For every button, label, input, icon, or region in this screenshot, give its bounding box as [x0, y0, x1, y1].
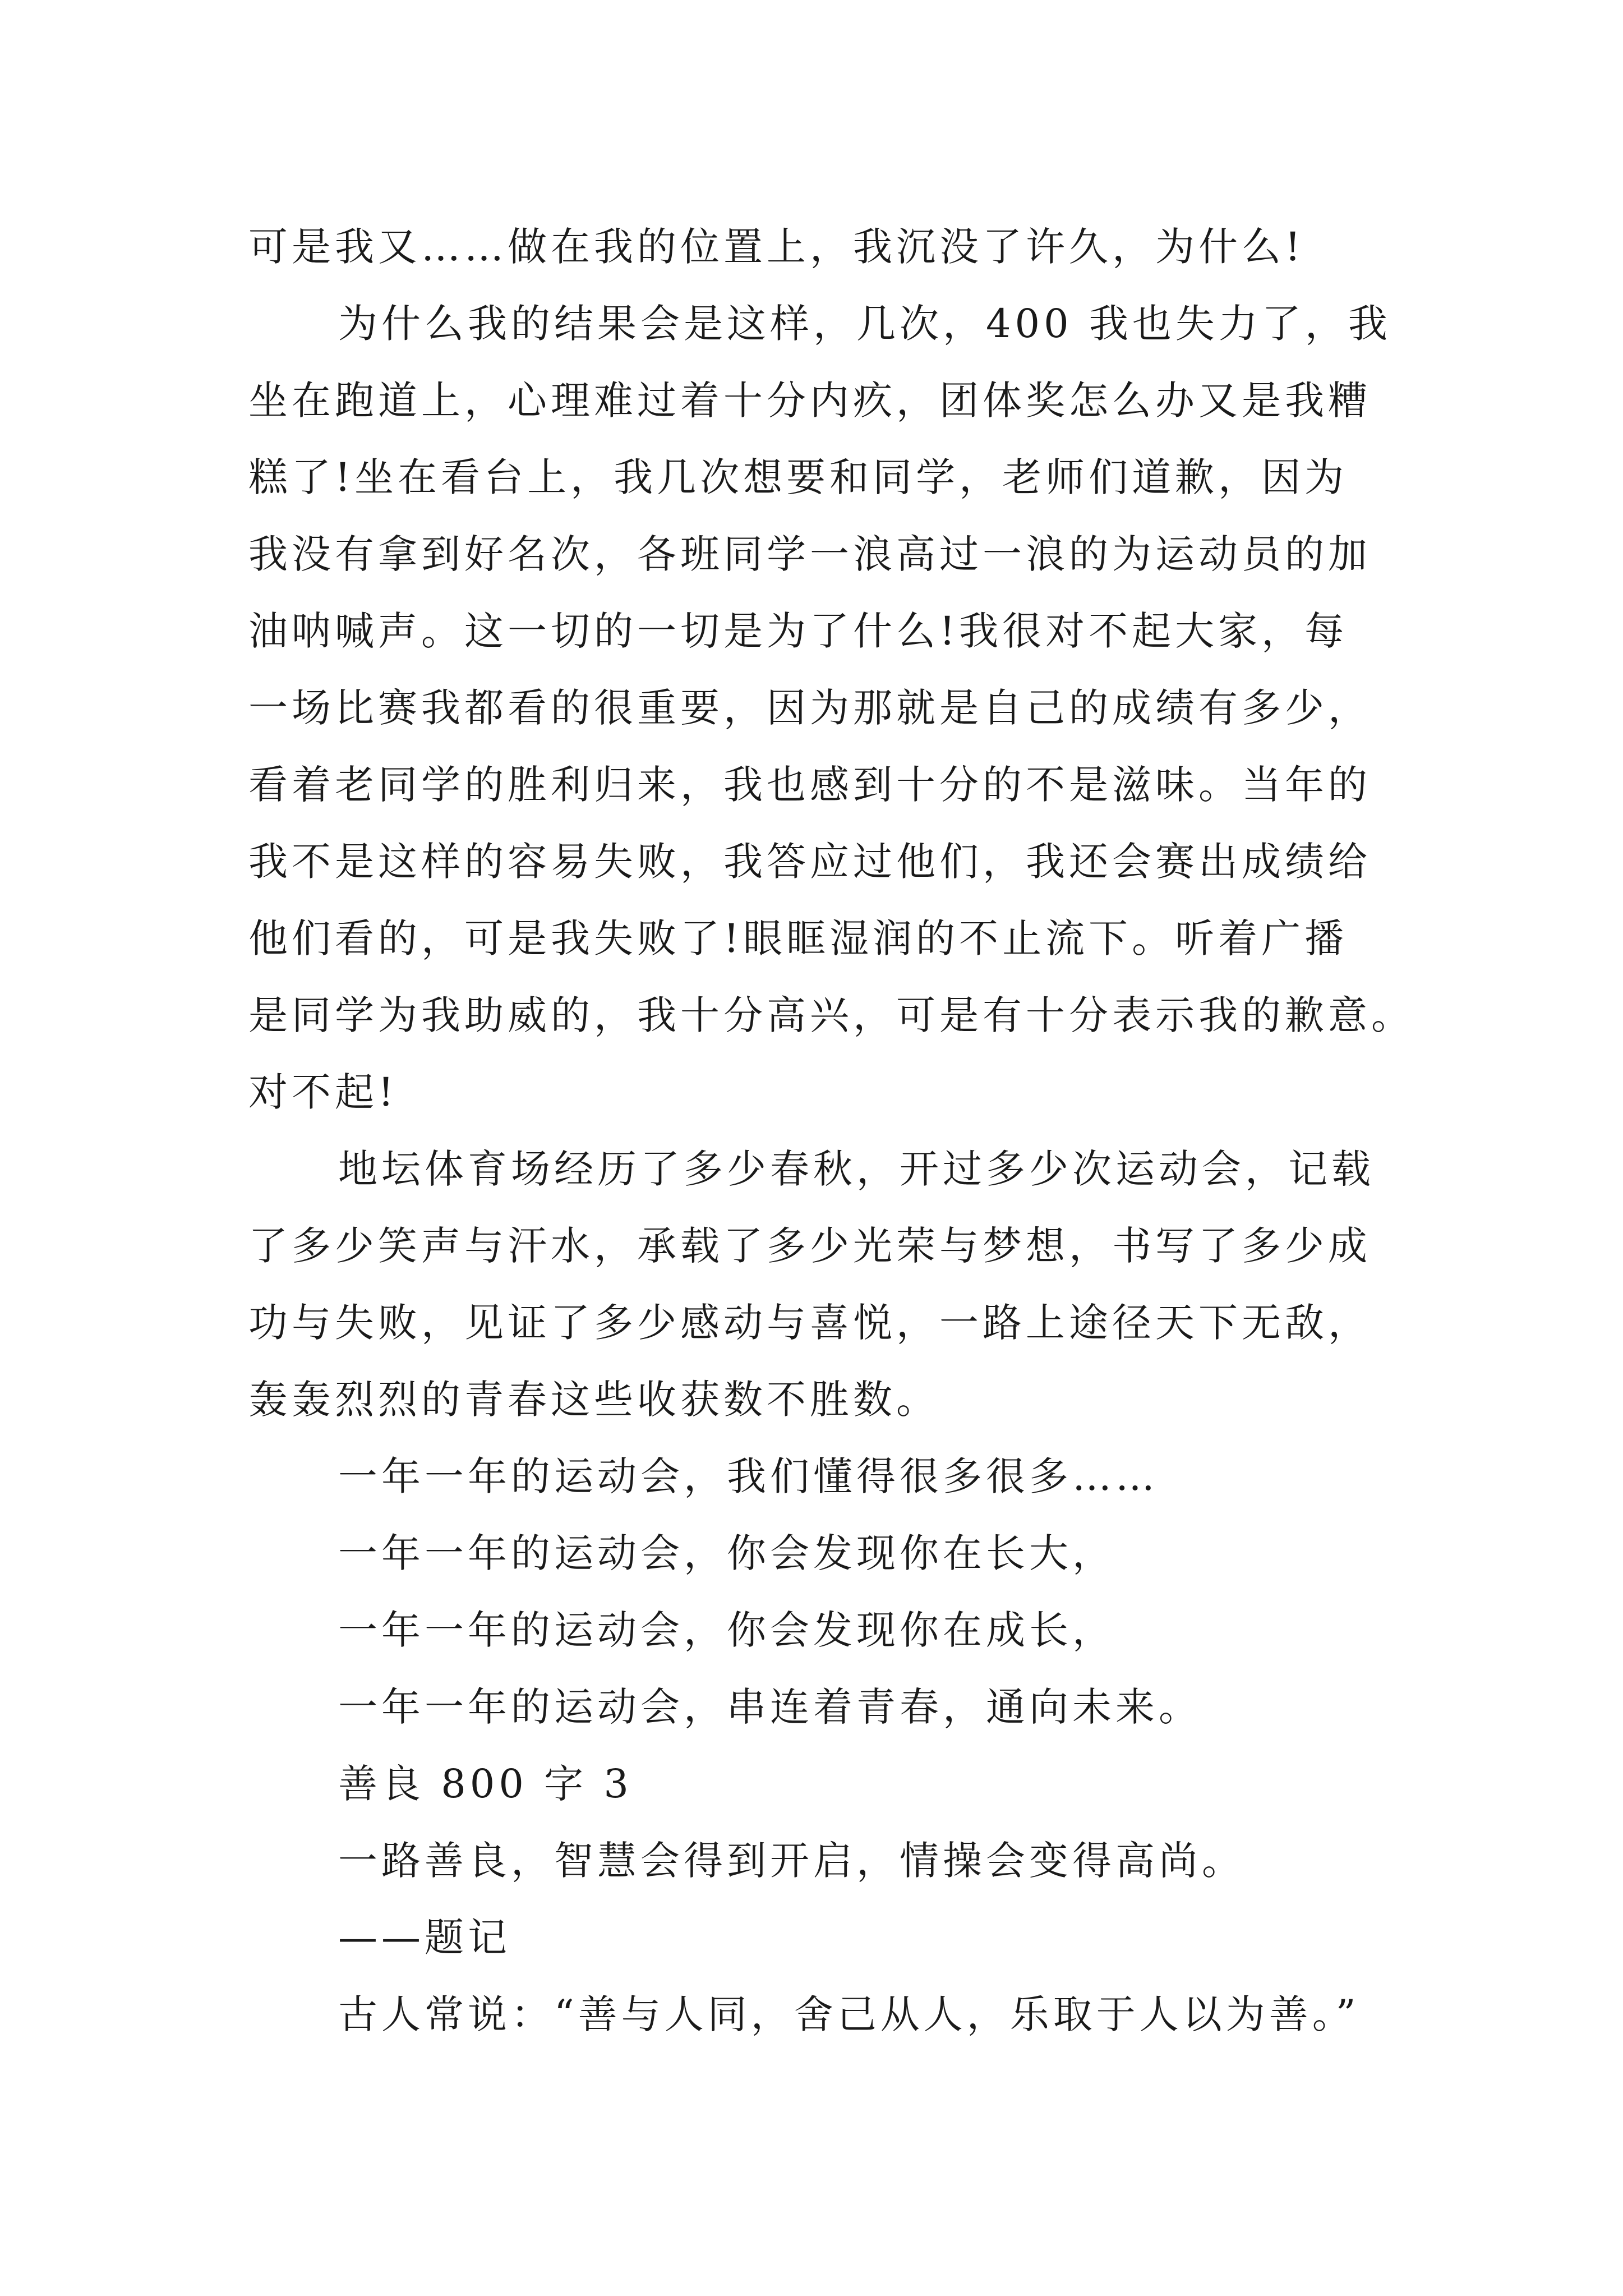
text-line: 轰轰烈烈的青春这些收获数不胜数。	[248, 1377, 939, 1423]
body-text	[248, 209, 1414, 2053]
text-line: 他们看的，可是我失败了!眼眶湿润的不止流下。听着广播	[248, 915, 1348, 961]
paragraph-start-line: 一年一年的运动会，串连着青春，通向未来。	[338, 1684, 1202, 1730]
paragraph-start-line: 一年一年的运动会，我们懂得很多很多……	[338, 1453, 1159, 1499]
text-line: 我没有拿到好名次，各班同学一浪高过一浪的为运动员的加	[248, 531, 1371, 577]
text-line: 我不是这样的容易失败，我答应过他们，我还会赛出成绩给	[248, 839, 1371, 885]
text-line: 一场比赛我都看的很重要，因为那就是自己的成绩有多少，	[248, 685, 1371, 731]
paragraph-start-line: 地坛体育场经历了多少春秋，开过多少次运动会，记载	[338, 1146, 1375, 1192]
text-line: 油呐喊声。这一切的一切是为了什么!我很对不起大家，每	[248, 608, 1348, 654]
paragraph-start-line: 一年一年的运动会，你会发现你在成长，	[338, 1607, 1115, 1653]
text-line: 看着老同学的胜利归来，我也感到十分的不是滋味。当年的	[248, 762, 1371, 808]
text-line: 对不起!	[248, 1069, 398, 1115]
paragraph-start-line: 为什么我的结果会是这样，几次，400 我也失力了，我	[338, 301, 1391, 347]
text-line: 是同学为我助威的，我十分高兴，可是有十分表示我的歉意。	[248, 992, 1414, 1038]
text-line: 功与失败，见证了多少感动与喜悦，一路上途径天下无敌，	[248, 1300, 1371, 1346]
section-heading: 善良 800 字 3	[338, 1761, 633, 1807]
text-line: 糕了!坐在看台上，我几次想要和同学，老师们道歉，因为	[248, 454, 1348, 500]
epigraph-line: 一路善良，智慧会得到开启，情操会变得高尚。	[338, 1838, 1245, 1884]
paragraph-start-line: 古人常说：“善与人同，舍己从人，乐取于人以为善。”	[338, 1991, 1360, 2037]
text-line: 了多少笑声与汗水，承载了多少光荣与梦想，书写了多少成	[248, 1223, 1371, 1269]
epigraph-attribution: ——题记	[338, 1915, 511, 1961]
text-line: 可是我又……做在我的位置上，我沉没了许久，为什么!	[248, 224, 1305, 270]
text-line: 坐在跑道上，心理难过着十分内疚，团体奖怎么办又是我糟	[248, 378, 1371, 424]
paragraph-start-line: 一年一年的运动会，你会发现你在长大，	[338, 1530, 1115, 1576]
